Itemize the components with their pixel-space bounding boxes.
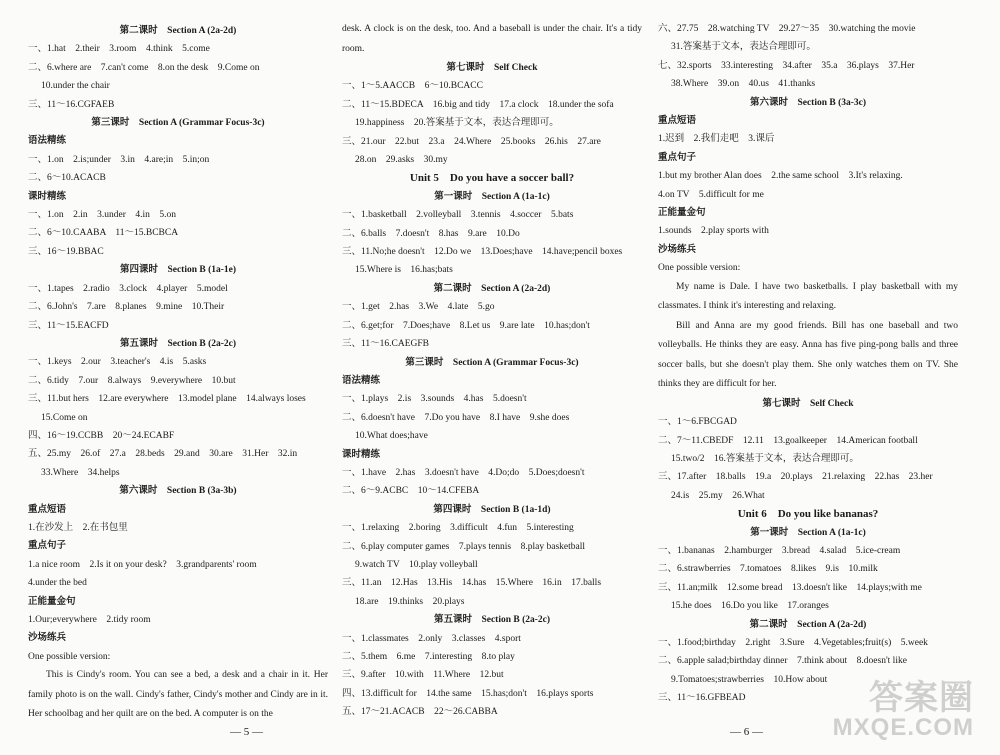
answer-line: 1.迟到 2.我们走吧 3.课后	[658, 134, 775, 145]
section-heading: 第七课时 Self Check	[446, 63, 538, 73]
subsection-label: 沙场练兵	[28, 633, 67, 644]
watermark-logo-text: 答案圈	[869, 679, 974, 717]
section-heading: 第一课时 Section A (1a-1c)	[750, 527, 866, 538]
answer-line: 二、6～9.ACBC 10～14.CFEBA	[342, 486, 480, 497]
answer-line: 五、25.my 26.of 27.a 28.beds 29.and 30.are 31.Her 32.in	[28, 449, 298, 460]
unit-heading: Unit 5 Do you have a soccer ball?	[409, 172, 575, 185]
answer-line-continued: 15.Where is 16.has;bats	[355, 265, 453, 276]
answer-line: 二、6.where are 7.can't come 8.on the desk 9.Come on	[28, 62, 260, 73]
answer-line-continued: 15.he does 16.Do you like 17.oranges	[671, 601, 829, 612]
subsection-label: 正能量金句	[658, 208, 706, 219]
answer-line: 一、1.keys 2.our 3.teacher's 4.is 5.asks	[28, 357, 207, 368]
section-heading: 第四课时 Section B (1a-1d)	[433, 504, 551, 515]
watermark	[833, 681, 974, 741]
section-heading: 第五课时 Section B (2a-2c)	[119, 338, 237, 349]
answer-line: 一、1.plays 2.is 3.sounds 4.has 5.doesn't	[342, 394, 527, 405]
answer-line: 三、11.an 12.Has 13.His 14.has 15.Where 16.in 17.balls	[342, 578, 602, 589]
page-number-left: — 5 —	[230, 725, 263, 738]
answer-line-continued: 24.is 25.my 26.What	[671, 490, 765, 501]
answer-line: 1.a nice room 2.Is it on your desk? 3.grandparents' room	[28, 559, 257, 570]
answer-line: 二、6.play computer games 7.plays tennis 8.play basketball	[342, 541, 585, 552]
answer-line: 1.在沙发上 2.在书包里	[28, 522, 128, 533]
answer-line: 一、1.classmates 2.only 3.classes 4.sport	[342, 633, 521, 644]
answer-line: 四、16～19.CCBB 20～24.ECABF	[28, 430, 175, 441]
answer-line-continued: 19.happiness 20.答案基于文本，表达合理即可。	[355, 118, 559, 129]
section-heading: 第七课时 Self Check	[762, 398, 854, 409]
answer-line: One possible version:	[28, 651, 111, 662]
answer-line: 五、17～21.ACACB 22～26.CABBA	[342, 707, 498, 718]
answer-line: 三、11～16.CAEGFB	[342, 339, 430, 350]
answer-line: 三、11～15.EACFD	[28, 320, 109, 331]
essay-paragraph: My name is Dale. I have two basketballs. I play basketball with my classmates. I think it's interesting and relaxing.	[658, 281, 958, 312]
section-heading: 第五课时 Section B (2a-2c)	[433, 615, 551, 626]
answer-line-continued: 38.Where 39.on 40.us 41.thanks	[671, 79, 816, 90]
right-page-column	[658, 20, 958, 708]
answer-line: 二、7～11.CBEDF 12.11 13.goalkeeper 14.American football	[658, 435, 918, 446]
answer-line: 二、6.tidy 7.our 8.always 9.everywhere 10.but	[28, 375, 236, 386]
answer-line: 六、27.75 28.watching TV 29.27～35 30.watching the movie	[658, 24, 916, 34]
page-number-right: — 6 —	[730, 725, 763, 738]
subsection-label: 重点短语	[28, 504, 67, 515]
section-heading: 第六课时 Section B (3a-3c)	[749, 97, 867, 108]
answer-line: 1.but my brother Alan does 2.the same school 3.It's relaxing.	[658, 171, 903, 182]
answer-line: 一、1.basketball 2.volleyball 3.tennis 4.soccer 5.bats	[342, 210, 574, 221]
subsection-label: 语法精练	[342, 375, 381, 386]
section-heading: 第六课时 Section B (3a-3b)	[119, 486, 237, 497]
subsection-label: 正能量金句	[28, 596, 76, 607]
section-heading: 第二课时 Section A (2a-2d)	[749, 619, 867, 630]
subsection-label: 重点句子	[28, 541, 67, 552]
answer-line-continued: 15.two/2 16.答案基于文本，表达合理即可。	[671, 453, 859, 464]
answer-line: 二、5.them 6.me 7.interesting 8.to play	[342, 652, 515, 662]
subsection-label: 重点句子	[658, 152, 697, 163]
answer-line-continued: 31.答案基于文本，表达合理即可。	[671, 42, 816, 53]
answer-line: 三、21.our 22.but 23.a 24.Where 25.books 26.his 27.are	[342, 136, 601, 147]
watermark-site: MXQE.COM	[832, 714, 974, 741]
answer-line: 一、1.food;birthday 2.right 3.Sure 4.Vegetables;fruit(s) 5.week	[658, 637, 928, 648]
answer-line: 1.Our;everywhere 2.tidy room	[28, 615, 151, 625]
answer-line: 一、1.get 2.has 3.We 4.late 5.go	[342, 302, 495, 313]
middle-page-column	[342, 20, 642, 722]
essay-paragraph: This is Cindy's room. You can see a bed, a desk and a chair in it. Her family photo is on the wall. Cindy's father, Cindy's mother and Cindy are in it. Her schoolbag and her quilt are on the bed. A computer is on the	[28, 670, 328, 720]
answer-line: 一、1.hat 2.their 3.room 4.think 5.come	[28, 44, 210, 55]
answer-line: 一、1.on 2.is;under 3.in 4.are;in 5.in;on	[28, 154, 210, 165]
section-heading: 第四课时 Section B (1a-1e)	[119, 265, 237, 276]
unit-heading: Unit 6 Do you like bananas?	[737, 508, 879, 521]
answer-line: 二、6～10.CAABA 11～15.BCBCA	[28, 228, 179, 239]
answer-line-continued: 9.Tomatoes;strawberries 10.How about	[671, 674, 828, 685]
section-heading: 第三课时 Section A (Grammar Focus-3c)	[405, 357, 579, 368]
answer-line-continued: 15.Come on	[41, 412, 88, 423]
answer-line: 二、6.doesn't have 7.Do you have 8.I have 9.she does	[342, 412, 570, 423]
answer-line: One possible version:	[658, 263, 741, 274]
answer-line: 一、1.on 2.in 3.under 4.in 5.on	[28, 210, 177, 221]
answer-line: 二、6.apple salad;birthday dinner 7.think about 8.doesn't like	[658, 656, 907, 667]
answer-line: 一、1～5.AACCB 6～10.BCACC	[342, 81, 483, 92]
subsection-label: 沙场练兵	[658, 244, 697, 255]
answer-line: 一、1.tapes 2.radio 3.clock 4.player 5.model	[28, 283, 228, 294]
answer-line: 二、6.John's 7.are 8.planes 9.mine 10.Their	[28, 302, 225, 313]
answer-line: 四、13.difficult for 14.the same 15.has;don't 16.plays sports	[342, 688, 594, 699]
answer-line: 三、11.No;he doesn't 12.Do we 13.Does;have 14.have;pencil boxes	[342, 247, 623, 258]
answer-line-continued: 18.are 19.thinks 20.plays	[355, 596, 465, 607]
answer-line-continued: 28.on 29.asks 30.my	[355, 155, 448, 166]
answer-line: 二、11～15.BDECA 16.big and tidy 17.a clock 18.under the sofa	[342, 99, 614, 110]
subsection-label: 语法精练	[28, 136, 67, 147]
subsection-label: 课时精练	[342, 449, 381, 460]
answer-line: 二、6～10.ACACB	[28, 173, 106, 184]
answer-line-continued: 9.watch TV 10.play volleyball	[355, 559, 478, 570]
section-heading: 第二课时 Section A (2a-2d)	[119, 26, 237, 36]
answer-line: 一、1.have 2.has 3.doesn't have 4.Do;do 5.Does;doesn't	[342, 467, 585, 478]
answer-line: 三、17.after 18.balls 19.a 20.plays 21.relaxing 22.has 23.her	[658, 472, 933, 483]
essay-paragraph-continued: desk. A clock is on the desk, too. And a baseball is under the chair. It's a tidy room.	[342, 24, 642, 54]
left-page-column	[28, 22, 328, 725]
answer-line: 二、6.get;for 7.Does;have 8.Let us 9.are late 10.has;don't	[342, 320, 590, 331]
answer-line: 一、1.relaxing 2.boring 3.difficult 4.fun 5.interesting	[342, 523, 574, 534]
answer-line-continued: 33.Where 34.helps	[41, 467, 120, 478]
answer-line: 三、11～16.CGFAEB	[28, 99, 115, 110]
subsection-label: 课时精练	[28, 191, 67, 202]
answer-line: 三、11～16.GFBEAD	[658, 693, 746, 704]
answer-line: 三、16～19.BBAC	[28, 246, 104, 257]
answer-line: 三、11.an;milk 12.some bread 13.doesn't like 14.plays;with me	[658, 582, 922, 593]
answer-line: 三、11.but hers 12.are everywhere 13.model plane 14.always loses	[28, 394, 306, 405]
answer-line: 4.under the bed	[28, 578, 87, 589]
section-heading: 第二课时 Section A (2a-2d)	[433, 283, 551, 294]
answer-line: 三、9.after 10.with 11.Where 12.but	[342, 670, 504, 681]
subsection-label: 重点短语	[658, 116, 697, 127]
answer-line: 一、1.bananas 2.hamburger 3.bread 4.salad 5.ice-cream	[658, 545, 901, 556]
essay-paragraph: Bill and Anna are my good friends. Bill has one baseball and two volleyballs. He thinks they are easy. Anna has five ping-pong balls and three soccer balls, but she doesn't play them. She only watches them on TV. She thinks they are difficult for her.	[658, 320, 958, 390]
answer-line: 一、1～6.FBCGAD	[658, 417, 737, 428]
answer-line: 二、6.strawberries 7.tomatoes 8.likes 9.is 10.milk	[658, 564, 878, 575]
answer-line: 七、32.sports 33.interesting 34.after 35.a 36.plays 37.Her	[658, 60, 915, 71]
section-heading: 第一课时 Section A (1a-1c)	[434, 191, 550, 202]
answer-line-continued: 10.What does;have	[355, 431, 428, 442]
answer-line-continued: 10.under the chair	[41, 81, 110, 92]
section-heading: 第三课时 Section A (Grammar Focus-3c)	[91, 118, 265, 129]
answer-line: 1.sounds 2.play sports with	[658, 226, 769, 237]
answer-line: 二、6.balls 7.doesn't 8.has 9.are 10.Do	[342, 228, 520, 239]
answer-line: 4.on TV 5.difficult for me	[658, 189, 764, 200]
